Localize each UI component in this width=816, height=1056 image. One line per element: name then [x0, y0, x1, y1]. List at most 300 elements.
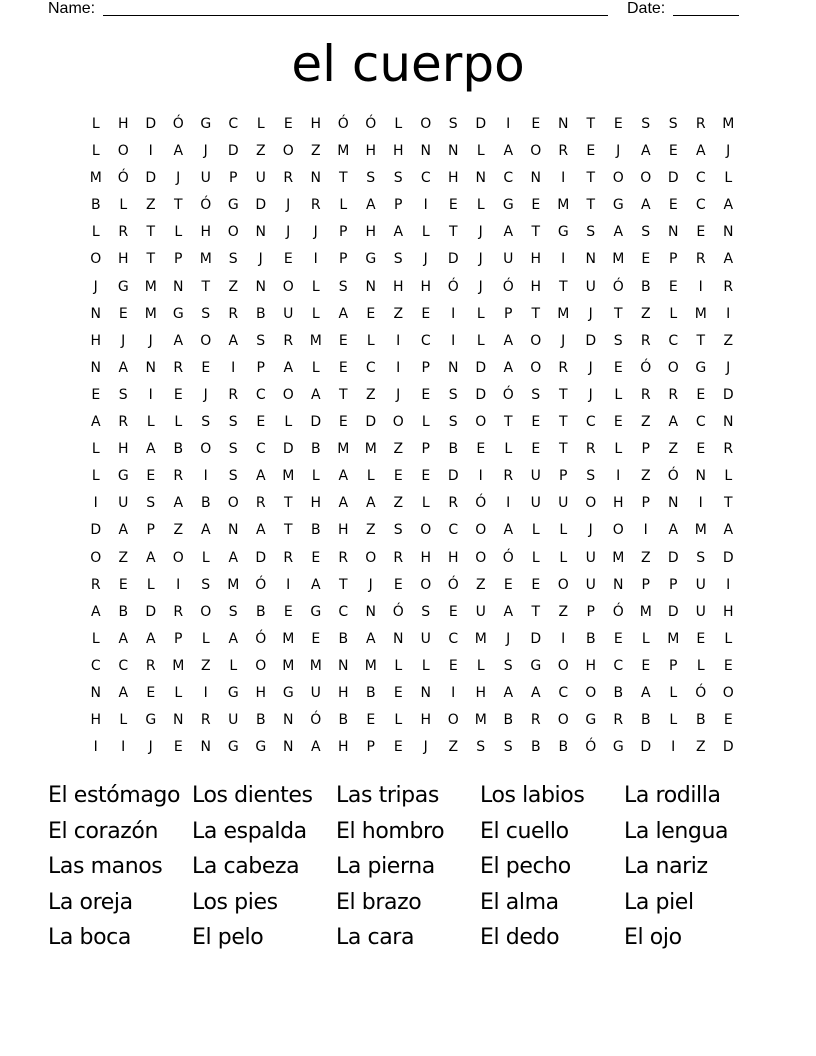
grid-letter: R [90, 576, 101, 593]
grid-letter: P [669, 576, 678, 593]
grid-letter: E [421, 305, 431, 322]
grid-letter: O [612, 170, 624, 187]
grid-letter: L [284, 414, 293, 431]
grid-letter: O [90, 549, 102, 566]
grid-letter: B [118, 603, 129, 620]
grid-letter: S [366, 170, 376, 187]
grid-letter: H [585, 657, 597, 674]
grid-letter: R [668, 386, 679, 403]
grid-letter: A [310, 576, 321, 593]
grid-letter: Z [200, 657, 211, 674]
grid-letter: E [393, 468, 403, 485]
grid-letter: S [338, 278, 348, 295]
grid-letter: P [641, 441, 650, 458]
grid-letter: B [503, 712, 514, 729]
grid-letter: A [228, 332, 239, 349]
grid-letter: L [421, 414, 430, 431]
grid-letter: A [503, 143, 514, 160]
grid-letter: T [338, 386, 348, 403]
grid-letter: E [311, 549, 321, 566]
grid-letter: M [639, 603, 652, 620]
grid-letter: E [668, 278, 678, 295]
grid-letter: O [392, 414, 404, 431]
grid-letter: N [283, 712, 294, 729]
grid-letter: Ó [695, 684, 707, 701]
grid-letter: U [558, 495, 569, 512]
grid-letter: L [531, 522, 540, 539]
grid-letter: E [393, 739, 403, 756]
grid-letter: R [503, 468, 514, 485]
grid-letter: R [613, 712, 624, 729]
grid-letter: A [173, 332, 184, 349]
grid-letter: M [474, 630, 487, 647]
grid-letter: G [227, 197, 239, 214]
word-list-item: Las tripas [336, 783, 439, 808]
grid-letter: T [586, 170, 596, 187]
grid-letter: P [421, 359, 430, 376]
grid-letter: E [448, 657, 458, 674]
grid-letter: A [145, 441, 156, 458]
grid-letter: S [201, 414, 211, 431]
grid-letter: B [338, 712, 349, 729]
grid-letter: G [695, 359, 707, 376]
grid-letter: A [668, 414, 679, 431]
grid-letter: Z [365, 386, 376, 403]
grid-letter: A [723, 522, 734, 539]
grid-letter: S [641, 224, 651, 241]
date-label: Date: [627, 0, 666, 17]
grid-letter: Z [640, 414, 651, 431]
grid-letter: L [366, 332, 375, 349]
grid-letter: R [558, 143, 569, 160]
grid-letter: Ó [585, 739, 597, 756]
grid-letter: I [643, 522, 648, 539]
grid-letter: U [118, 495, 129, 512]
grid-letter: H [475, 684, 487, 701]
grid-letter: C [503, 170, 514, 187]
grid-letter: L [476, 305, 485, 322]
grid-letter: N [448, 143, 459, 160]
grid-letter: A [503, 359, 514, 376]
grid-letter: A [173, 495, 184, 512]
grid-letter: L [421, 495, 430, 512]
grid-letter: Ó [172, 116, 184, 132]
grid-letter: R [338, 549, 349, 566]
grid-letter: E [696, 441, 706, 458]
grid-letter: A [365, 630, 376, 647]
grid-letter: N [255, 278, 266, 295]
grid-letter: M [722, 116, 735, 132]
grid-letter: O [475, 414, 487, 431]
grid-letter: A [503, 522, 514, 539]
grid-letter: A [283, 359, 294, 376]
grid-letter: C [228, 116, 239, 132]
grid-letter: P [339, 224, 348, 241]
grid-letter: U [530, 495, 541, 512]
grid-letter: I [561, 251, 566, 268]
grid-letter: A [338, 305, 349, 322]
grid-letter: Ó [640, 359, 652, 376]
grid-letter: A [228, 630, 239, 647]
grid-letter: Ó [667, 468, 679, 485]
grid-letter: N [393, 630, 404, 647]
grid-letter: L [146, 576, 155, 593]
grid-letter: G [612, 739, 624, 756]
grid-letter: Ó [612, 278, 624, 295]
grid-letter: L [531, 549, 540, 566]
grid-letter: E [338, 332, 348, 349]
grid-letter: I [726, 305, 731, 322]
grid-letter: E [696, 630, 706, 647]
grid-letter: R [283, 170, 294, 187]
grid-letter: H [612, 495, 624, 512]
grid-letter: J [396, 386, 401, 403]
grid-letter: E [448, 603, 458, 620]
grid-letter: G [200, 116, 212, 132]
grid-letter: B [255, 603, 266, 620]
grid-letter: T [283, 522, 293, 539]
grid-letter: D [475, 386, 487, 403]
grid-letter: L [174, 684, 183, 701]
grid-letter: E [613, 359, 623, 376]
grid-letter: N [310, 170, 321, 187]
grid-letter: P [366, 739, 375, 756]
grid-letter: N [530, 170, 541, 187]
grid-letter: T [146, 251, 156, 268]
grid-letter: L [119, 712, 128, 729]
grid-letter: L [641, 630, 650, 647]
grid-letter: E [476, 441, 486, 458]
grid-letter: Z [723, 332, 734, 349]
grid-letter: P [586, 603, 595, 620]
grid-letter: U [585, 549, 596, 566]
grid-letter: I [698, 278, 703, 295]
grid-letter: Z [475, 576, 486, 593]
grid-letter: O [585, 684, 597, 701]
grid-letter: E [338, 414, 348, 431]
grid-letter: H [337, 684, 349, 701]
grid-letter: N [668, 495, 679, 512]
grid-letter: B [338, 630, 349, 647]
grid-letter: R [283, 549, 294, 566]
grid-letter: A [338, 495, 349, 512]
grid-letter: Ó [255, 630, 267, 647]
grid-letter: R [228, 305, 239, 322]
grid-letter: A [503, 224, 514, 241]
grid-letter: D [722, 386, 734, 403]
word-list-item: El corazón [48, 818, 159, 844]
grid-letter: T [723, 495, 733, 512]
grid-letter: O [200, 332, 212, 349]
grid-letter: J [286, 224, 291, 241]
grid-letter: T [283, 495, 293, 512]
grid-letter: J [588, 386, 593, 403]
grid-letter: Z [118, 549, 129, 566]
grid-letter: R [255, 495, 266, 512]
word-list-item: El pecho [480, 854, 571, 879]
grid-letter: E [393, 684, 403, 701]
grid-letter: B [695, 712, 706, 729]
grid-letter: T [558, 414, 568, 431]
word-list-item: La piel [624, 889, 694, 915]
grid-letter: L [91, 441, 100, 458]
grid-letter: T [586, 116, 596, 132]
grid-letter: A [503, 332, 514, 349]
grid-letter: R [695, 251, 706, 268]
grid-letter: O [557, 576, 569, 593]
grid-letter: T [696, 332, 706, 349]
grid-letter: H [337, 739, 349, 756]
grid-letter: R [640, 386, 651, 403]
name-blank-line [103, 15, 608, 16]
grid-letter: D [365, 414, 377, 431]
grid-letter: C [255, 441, 266, 458]
grid-letter: I [451, 332, 456, 349]
grid-letter: P [504, 305, 513, 322]
grid-letter: A [118, 684, 129, 701]
grid-letter: S [503, 739, 513, 756]
grid-letter: D [475, 359, 487, 376]
word-list-item: La pierna [336, 854, 435, 879]
grid-letter: E [448, 197, 458, 214]
word-list [48, 778, 768, 956]
grid-letter: O [420, 522, 432, 539]
grid-letter: T [338, 576, 348, 593]
grid-letter: J [616, 143, 621, 160]
grid-letter: Ó [447, 576, 459, 593]
grid-letter: E [723, 657, 733, 674]
word-list-item: La espalda [192, 818, 307, 844]
grid-letter: L [339, 197, 348, 214]
grid-letter: O [530, 332, 542, 349]
grid-letter: D [282, 441, 294, 458]
grid-letter: E [283, 251, 293, 268]
grid-letter: Ó [117, 170, 129, 187]
grid-letter: N [173, 278, 184, 295]
grid-letter: O [667, 359, 679, 376]
grid-letter: L [91, 468, 100, 485]
grid-letter: S [641, 116, 651, 132]
grid-letter: O [557, 657, 569, 674]
grid-letter: N [585, 251, 596, 268]
grid-letter: T [558, 386, 568, 403]
grid-letter: I [176, 576, 181, 593]
grid-letter: A [503, 684, 514, 701]
grid-letter: O [172, 549, 184, 566]
worksheet-header [0, 0, 816, 20]
grid-letter: H [200, 224, 212, 241]
grid-letter: O [530, 143, 542, 160]
grid-letter: P [559, 468, 568, 485]
grid-letter: A [255, 468, 266, 485]
grid-letter: E [311, 630, 321, 647]
grid-letter: L [421, 657, 430, 674]
grid-letter: C [448, 522, 459, 539]
grid-letter: T [338, 170, 348, 187]
grid-letter: H [310, 495, 322, 512]
grid-letter: N [90, 305, 101, 322]
grid-letter: O [90, 251, 102, 268]
grid-letter: H [90, 712, 102, 729]
grid-letter: R [723, 441, 734, 458]
grid-letter: H [117, 441, 129, 458]
grid-letter: E [696, 224, 706, 241]
grid-letter: O [117, 143, 129, 160]
grid-letter: M [364, 441, 377, 458]
grid-letter: Z [255, 143, 266, 160]
grid-letter: S [118, 386, 128, 403]
grid-letter: N [723, 224, 734, 241]
grid-letter: A [228, 549, 239, 566]
grid-letter: A [695, 143, 706, 160]
grid-letter: D [530, 630, 542, 647]
grid-letter: I [726, 576, 731, 593]
grid-letter: P [641, 576, 650, 593]
grid-letter: U [228, 712, 239, 729]
grid-letter: U [420, 630, 431, 647]
grid-letter: H [90, 332, 102, 349]
grid-letter: T [448, 224, 458, 241]
grid-letter: I [478, 468, 483, 485]
grid-letter: H [447, 549, 459, 566]
grid-letter: Z [558, 603, 569, 620]
grid-letter: D [585, 332, 597, 349]
grid-letter: O [200, 441, 212, 458]
grid-letter: O [282, 278, 294, 295]
grid-letter: P [174, 630, 183, 647]
word-list-item: La rodilla [624, 783, 721, 808]
grid-letter: P [394, 197, 403, 214]
grid-letter: E [201, 359, 211, 376]
grid-letter: Z [145, 197, 156, 214]
grid-letter: E [613, 414, 623, 431]
grid-letter: N [613, 576, 624, 593]
grid-letter: Ó [310, 712, 322, 729]
grid-letter: E [338, 359, 348, 376]
grid-letter: E [641, 251, 651, 268]
grid-letter: O [447, 712, 459, 729]
grid-letter: A [668, 522, 679, 539]
grid-letter: S [586, 468, 596, 485]
grid-letter: Ó [365, 116, 377, 132]
grid-letter: E [696, 386, 706, 403]
grid-letter: L [669, 305, 678, 322]
grid-letter: U [255, 170, 266, 187]
word-list-item: El dedo [480, 925, 560, 950]
grid-letter: A [393, 224, 404, 241]
word-list-item: El pelo [192, 925, 264, 950]
grid-letter: L [174, 224, 183, 241]
grid-letter: G [557, 224, 569, 241]
grid-letter: Ó [337, 116, 349, 132]
grid-letter: E [668, 197, 678, 214]
grid-letter: C [695, 414, 706, 431]
grid-letter: T [586, 197, 596, 214]
grid-letter: N [420, 684, 431, 701]
grid-letter: J [176, 170, 181, 187]
grid-letter: G [365, 251, 377, 268]
grid-letter: S [228, 441, 238, 458]
grid-letter: L [311, 359, 320, 376]
grid-letter: A [310, 386, 321, 403]
grid-letter: J [726, 359, 731, 376]
grid-letter: M [199, 251, 212, 268]
grid-letter: S [146, 495, 156, 512]
grid-letter: B [365, 684, 376, 701]
grid-letter: J [478, 251, 483, 268]
grid-letter: Ó [502, 549, 514, 566]
grid-letter: L [476, 197, 485, 214]
grid-letter: J [588, 305, 593, 322]
grid-letter: A [90, 603, 101, 620]
grid-letter: I [451, 305, 456, 322]
grid-letter: D [667, 549, 679, 566]
grid-letter: C [668, 332, 679, 349]
grid-letter: L [724, 468, 733, 485]
grid-letter: S [586, 224, 596, 241]
grid-letter: E [503, 576, 513, 593]
grid-letter: P [256, 359, 265, 376]
grid-letter: R [310, 197, 321, 214]
grid-letter: C [365, 359, 376, 376]
grid-letter: Z [228, 278, 239, 295]
grid-letter: A [200, 522, 211, 539]
grid-letter: E [283, 116, 293, 132]
grid-letter: E [366, 305, 376, 322]
grid-letter: O [585, 495, 597, 512]
grid-letter: R [283, 332, 294, 349]
grid-letter: Z [393, 305, 404, 322]
grid-letter: T [503, 414, 513, 431]
grid-letter: B [173, 441, 184, 458]
grid-letter: M [667, 630, 680, 647]
grid-letter: D [447, 251, 459, 268]
grid-letter: J [561, 332, 566, 349]
grid-letter: T [146, 224, 156, 241]
grid-letter: L [91, 143, 100, 160]
grid-letter: J [478, 278, 483, 295]
grid-letter: D [145, 170, 157, 187]
grid-letter: L [669, 684, 678, 701]
grid-letter: H [365, 143, 377, 160]
grid-letter: I [148, 143, 153, 160]
grid-letter: R [173, 468, 184, 485]
grid-letter: L [394, 657, 403, 674]
grid-letter: H [722, 603, 734, 620]
word-list-item: La oreja [48, 889, 133, 915]
grid-letter: A [145, 549, 156, 566]
grid-letter: J [478, 224, 483, 241]
grid-letter: G [585, 712, 597, 729]
grid-letter: R [173, 359, 184, 376]
grid-letter: T [201, 278, 211, 295]
grid-letter: H [392, 143, 404, 160]
word-list-item: La cara [336, 925, 415, 950]
grid-letter: D [227, 143, 239, 160]
grid-letter: H [392, 278, 404, 295]
page-title: el cuerpo [291, 35, 525, 93]
grid-letter: M [474, 712, 487, 729]
grid-letter: J [726, 143, 731, 160]
grid-letter: N [723, 414, 734, 431]
grid-letter: I [313, 251, 318, 268]
word-list-item: Las manos [48, 854, 163, 879]
grid-letter: N [475, 170, 486, 187]
grid-letter: Ó [502, 278, 514, 295]
grid-letter: O [475, 522, 487, 539]
grid-letter: A [90, 414, 101, 431]
grid-letter: E [531, 116, 541, 132]
